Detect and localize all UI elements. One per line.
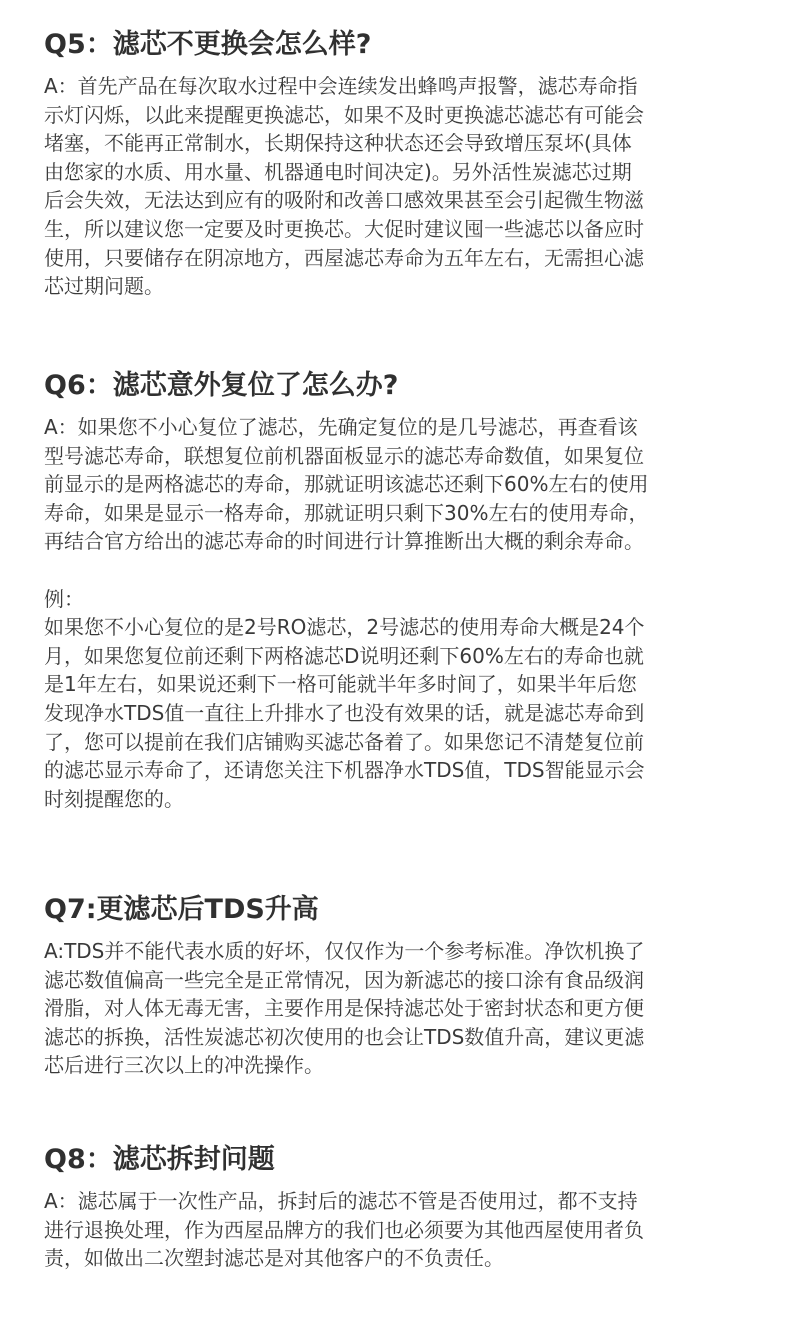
faq-answer xyxy=(44,413,756,813)
answer-line: 再结合官方给出的滤芯寿命的时间进行计算推断出大概的剩余寿命。 xyxy=(44,529,644,554)
answer-line: 前显示的是两格滤芯的寿命，那就证明该滤芯还剩下60%左右的使用 xyxy=(44,472,649,497)
faq-answer xyxy=(44,937,756,1080)
faq-item-q7 xyxy=(44,893,756,1080)
faq-item-q8 xyxy=(44,1143,756,1273)
answer-line: 寿命，如果是显示一格寿命，那就证明只剩下30%左右的使用寿命， xyxy=(44,500,649,525)
answer-line: 发现净水TDS值一直往上升排水了也没有效果的话，就是滤芯寿命到 xyxy=(44,700,645,725)
answer-line: 如果您不小心复位的是2号RO滤芯，2号滤芯的使用寿命大概是24个 xyxy=(44,615,645,640)
answer-line: 后会失效，无法达到应有的吸附和改善口感效果甚至会引起微生物滋 xyxy=(44,188,644,213)
answer-line: 生，所以建议您一定要及时更换芯。大促时建议囤一些滤芯以备应时 xyxy=(44,216,644,241)
faq-item-q6 xyxy=(44,369,756,813)
answer-line: 月，如果您复位前还剩下两格滤芯D说明还剩下60%左右的寿命也就 xyxy=(44,643,644,668)
answer-line: A：首先产品在每次取水过程中会连续发出蜂鸣声报警，滤芯寿命指 xyxy=(44,74,638,98)
faq-item-q5 xyxy=(44,28,756,301)
faq-answer xyxy=(44,1187,756,1273)
answer-line: 了，您可以提前在我们店铺购买滤芯备着了。如果您记不清楚复位前 xyxy=(44,729,644,754)
faq-question: Q5：滤芯不更换会怎么样? xyxy=(44,29,372,60)
answer-line: 使用，只要储存在阴凉地方，西屋滤芯寿命为五年左右，无需担心滤 xyxy=(44,245,644,270)
answer-line: 时刻提醒您的。 xyxy=(44,786,184,811)
answer-line: 责，如做出二次塑封滤芯是对其他客户的不负责任。 xyxy=(44,1246,504,1271)
answer-line: 滤芯的拆换，活性炭滤芯初次使用的也会让TDS数值升高，建议更滤 xyxy=(44,1024,645,1049)
answer-line: 堵塞，不能再正常制水，长期保持这种状态还会导致增压泵坏(具体 xyxy=(44,131,632,156)
faq-question: Q6：滤芯意外复位了怎么办? xyxy=(44,370,399,401)
answer-line: 是1年左右，如果说还剩下一格可能就半年多时间了，如果半年后您 xyxy=(44,672,637,697)
answer-line: 芯过期问题。 xyxy=(44,274,164,299)
faq-question: Q8：滤芯拆封问题 xyxy=(44,1144,275,1175)
answer-line: A：如果您不小心复位了滤芯，先确定复位的是几号滤芯，再查看该 xyxy=(44,415,638,439)
answer-line: 例： xyxy=(44,586,84,611)
answer-line: A：滤芯属于一次性产品，拆封后的滤芯不管是否使用过，都不支持 xyxy=(44,1189,638,1213)
answer-line: 滑脂，对人体无毒无害，主要作用是保持滤芯处于密封状态和更方便 xyxy=(44,996,644,1021)
answer-line: 进行退换处理，作为西屋品牌方的我们也必须要为其他西屋使用者负 xyxy=(44,1217,644,1242)
answer-line: 芯后进行三次以上的冲洗操作。 xyxy=(44,1053,324,1078)
answer-line: 的滤芯显示寿命了，还请您关注下机器净水TDS值，TDS智能显示会 xyxy=(44,758,645,783)
answer-line: 滤芯数值偏高一些完全是正常情况，因为新滤芯的接口涂有食品级润 xyxy=(44,967,644,992)
paragraph-gap xyxy=(44,556,756,585)
answer-line: 由您家的水质、用水量、机器通电时间决定)。另外活性炭滤芯过期 xyxy=(44,159,632,184)
answer-line: 型号滤芯寿命，联想复位前机器面板显示的滤芯寿命数值，如果复位 xyxy=(44,443,644,468)
answer-line: A:TDS并不能代表水质的好坏，仅仅作为一个参考标准。净饮机换了 xyxy=(44,939,645,963)
faq-question: Q7:更滤芯后TDS升高 xyxy=(44,894,319,925)
faq-answer xyxy=(44,72,756,301)
answer-line: 示灯闪烁，以此来提醒更换滤芯，如果不及时更换滤芯滤芯有可能会 xyxy=(44,102,644,127)
